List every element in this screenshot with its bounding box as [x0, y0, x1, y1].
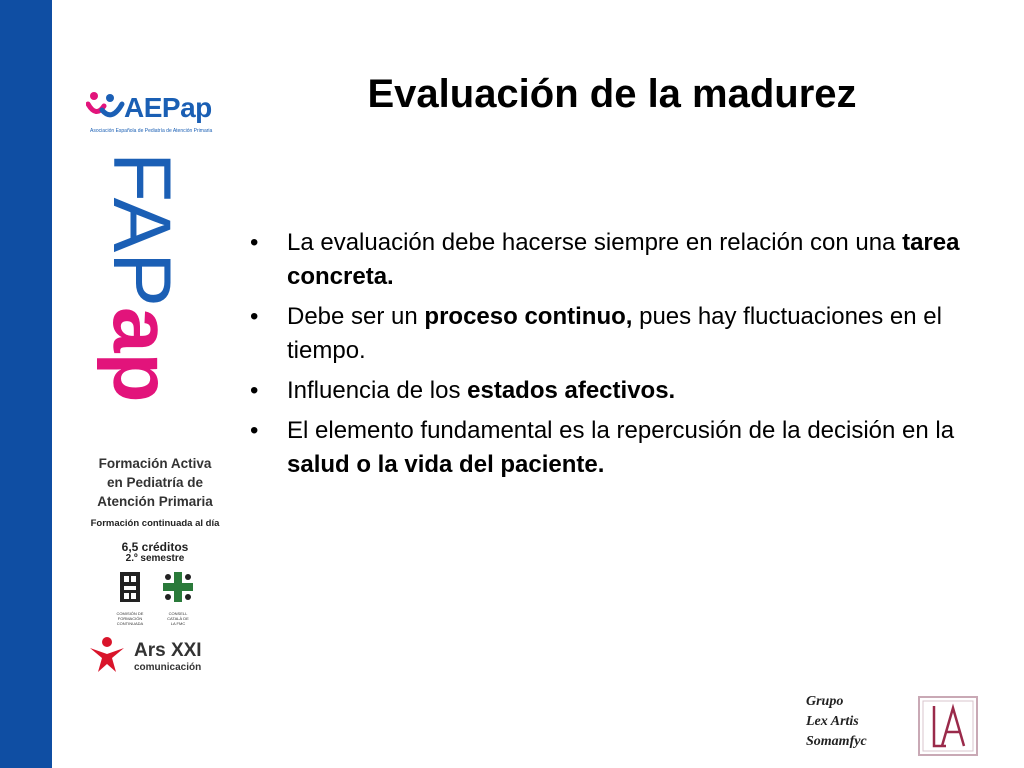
continuing-education-label: Formación continuada al día — [90, 518, 220, 529]
seal-right-caption-1: CONSELL — [168, 611, 188, 616]
bullet-text: pues hay fluctuaciones en el tiempo. — [287, 303, 942, 364]
seal-right-caption-2: CATALÀ DE — [167, 616, 189, 621]
bullet-emphasis: proceso continuo, — [424, 303, 633, 330]
bullet-item — [250, 374, 970, 408]
slide-title: Evaluación de la madurez — [367, 72, 857, 116]
program-name — [80, 454, 230, 511]
program-line-2: en Pediatría de — [106, 475, 204, 490]
la-logo-icon — [916, 694, 980, 758]
accreditation-seals — [108, 570, 208, 630]
fapap-logo — [94, 152, 187, 502]
group-line-1: Grupo — [806, 694, 844, 709]
group-label — [806, 692, 896, 752]
seal-left — [108, 570, 152, 626]
group-line-2: Lex Artis — [806, 714, 859, 729]
group-line-3: Somamfyc — [806, 734, 867, 749]
fapap-lower-text: ap — [96, 306, 187, 403]
aepap-figures-icon — [86, 88, 126, 128]
bullet-emphasis: salud o la vida del paciente. — [287, 451, 605, 478]
semester-label: 2.º semestre — [125, 553, 185, 564]
cross-seal-icon — [156, 570, 200, 604]
credits-info — [80, 541, 230, 565]
ars-xxi-logo — [86, 634, 226, 674]
bullet-item — [250, 226, 970, 294]
la-logo — [916, 694, 980, 758]
seal-icon — [108, 570, 152, 604]
fapap-upper-text: FAP — [96, 152, 187, 307]
seal-left-caption-1: COMISIÓN DE — [116, 611, 144, 616]
left-accent-bar — [0, 0, 52, 768]
aepap-subtitle: Asociación Española de Pediatría de Atención Primaria — [90, 128, 213, 134]
seal-right-caption-3: LA FMC — [170, 621, 186, 626]
bullet-item — [250, 414, 970, 482]
bullet-text: El elemento fundamental es la repercusión de la decisión en la — [287, 417, 955, 444]
seal-left-caption-2: FORMACIÓN — [117, 616, 143, 621]
bullet-emphasis: estados afectivos. — [467, 377, 676, 404]
bullet-emphasis: tarea concreta. — [287, 229, 960, 290]
bullet-item — [250, 300, 970, 368]
program-line-3: Atención Primaria — [97, 494, 213, 509]
bullet-list — [250, 226, 970, 488]
seal-right — [156, 570, 200, 626]
aepap-wordmark: AEPap — [124, 92, 212, 123]
seal-left-caption-3: CONTINUADA — [116, 621, 144, 626]
bullet-text: Influencia de los — [287, 377, 468, 404]
bullet-text: Debe ser un — [287, 303, 425, 330]
bullet-text: La evaluación debe hacerse siempre en relación con una — [287, 229, 903, 256]
credits-value: 6,5 créditos — [121, 540, 189, 554]
sidebar-branding — [80, 82, 230, 692]
ars-xxi-name: Ars XXI — [134, 640, 202, 661]
ars-xxi-subtitle: comunicación — [134, 662, 202, 673]
program-line-1: Formación Activa — [98, 456, 212, 471]
ars-xxi-figure-icon — [86, 634, 128, 674]
aepap-logo — [86, 88, 226, 134]
